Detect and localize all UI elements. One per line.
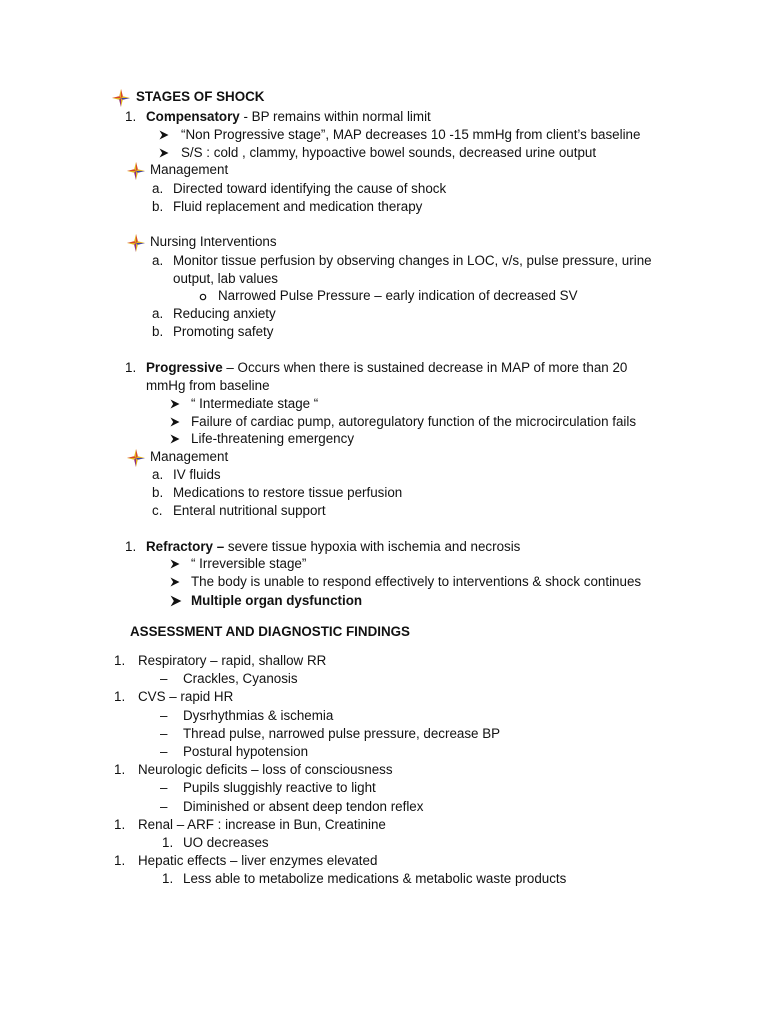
bullet-text: “ Intermediate stage “ (191, 396, 319, 411)
list-marker: 1. (114, 653, 126, 668)
stage-text: severe tissue hypoxia with ischemia and necrosis (224, 539, 521, 554)
arrowhead-icon (170, 434, 180, 444)
list-item (152, 503, 326, 519)
list-marker: a. (152, 306, 164, 321)
list-text: UO decreases (183, 835, 269, 850)
assessment-title: ASSESSMENT AND DIAGNOSTIC FINDINGS (130, 624, 410, 639)
list-text: Hepatic effects – liver enzymes elevated (138, 853, 378, 868)
list-text: Less able to metabolize medications & metabolic waste products (183, 871, 567, 886)
list-marker: 1. (114, 762, 126, 777)
four-point-star-icon (112, 89, 130, 107)
list-marker: a. (152, 181, 164, 196)
list-item (152, 181, 447, 197)
list-item (152, 199, 423, 215)
list-marker: b. (152, 324, 164, 339)
arrowhead-icon (170, 595, 182, 607)
list-marker: a. (152, 253, 164, 268)
list-item (152, 485, 403, 501)
arrowhead-icon (170, 417, 180, 427)
list-marker: 1. (114, 817, 126, 832)
list-number: 1. (125, 360, 137, 375)
list-text: Enteral nutritional support (173, 503, 326, 518)
list-text: Reducing anxiety (173, 306, 276, 321)
list-marker: 1. (114, 689, 126, 704)
list-marker: 1. (162, 835, 174, 850)
stages-title: STAGES OF SHOCK (136, 89, 265, 104)
management-title: Management (150, 162, 229, 177)
list-marker: b. (152, 485, 164, 500)
list-text: Diminished or absent deep tendon reflex (183, 799, 424, 814)
management-title: Management (150, 449, 229, 464)
list-marker: 1. (162, 871, 174, 886)
list-marker: – (160, 744, 168, 759)
stage-label: Compensatory (146, 109, 240, 124)
bullet-text: S/S : cold , clammy, hypoactive bowel sounds, decreased urine output (181, 145, 597, 160)
bullet-text: Life-threatening emergency (191, 431, 355, 446)
arrowhead-icon (159, 148, 169, 158)
list-marker: a. (152, 467, 164, 482)
nursing-title: Nursing Interventions (150, 234, 277, 249)
list-text: Medications to restore tissue perfusion (173, 485, 403, 500)
progressive-item (125, 360, 136, 376)
progressive-line1 (146, 360, 678, 376)
four-point-star-icon (127, 234, 145, 252)
bullet-text: The body is unable to respond effectively to interventions & shock continues (191, 574, 642, 589)
arrowhead-icon (170, 559, 180, 569)
list-item (152, 324, 274, 340)
stage-text: - BP remains within normal limit (239, 109, 431, 124)
list-marker: c. (152, 503, 163, 518)
list-text: Postural hypotension (183, 744, 309, 759)
compensatory-item (125, 109, 431, 125)
list-text: Dysrhythmias & ischemia (183, 708, 334, 723)
arrowhead-icon (159, 130, 169, 140)
four-point-star-icon (127, 449, 145, 467)
list-number: 1. (125, 109, 137, 124)
list-text: Pupils sluggishly reactive to light (183, 780, 376, 795)
hollow-circle-icon (199, 293, 207, 301)
list-marker: – (160, 708, 168, 723)
list-text: Directed toward identifying the cause of shock (173, 181, 447, 196)
stage-label: Refractory – (146, 539, 225, 554)
stage-label: Progressive (146, 360, 223, 375)
list-number: 1. (125, 539, 137, 554)
list-text: Promoting safety (173, 324, 274, 339)
arrowhead-icon (170, 399, 180, 409)
stage-text-continued: mmHg from baseline (146, 378, 270, 393)
list-marker: 1. (114, 853, 126, 868)
list-text-continued: output, lab values (173, 271, 278, 286)
list-marker: – (160, 780, 168, 795)
list-marker: – (160, 726, 168, 741)
list-text: Crackles, Cyanosis (183, 671, 298, 686)
list-text: Thread pulse, narrowed pulse pressure, decrease BP (183, 726, 501, 741)
list-marker: – (160, 671, 168, 686)
list-text: Renal – ARF : increase in Bun, Creatinine (138, 817, 386, 832)
list-text: IV fluids (173, 467, 221, 482)
bullet-text: Failure of cardiac pump, autoregulatory function of the microcirculation fails (191, 414, 637, 429)
list-text: Monitor tissue perfusion by observing changes in LOC, v/s, pulse pressure, urine (173, 253, 652, 268)
stage-text: – Occurs when there is sustained decrease in MAP of more than 20 (222, 360, 628, 375)
sub-bullet-text: Narrowed Pulse Pressure – early indication of decreased SV (218, 288, 578, 303)
list-item (152, 306, 276, 322)
arrowhead-icon (170, 577, 180, 587)
list-text: CVS – rapid HR (138, 689, 234, 704)
bullet-text: “ Irreversible stage” (191, 556, 307, 571)
list-item (152, 253, 652, 269)
list-text: Respiratory – rapid, shallow RR (138, 653, 327, 668)
bullet-text-bold: Multiple organ dysfunction (191, 593, 363, 608)
list-item (152, 467, 221, 483)
list-text: Fluid replacement and medication therapy (173, 199, 423, 214)
bullet-text: “Non Progressive stage”, MAP decreases 10 -15 mmHg from client’s baseline (181, 127, 641, 142)
list-marker: – (160, 799, 168, 814)
four-point-star-icon (127, 162, 145, 180)
refractory-item (125, 539, 521, 555)
list-text: Neurologic deficits – loss of consciousness (138, 762, 393, 777)
list-marker: b. (152, 199, 164, 214)
